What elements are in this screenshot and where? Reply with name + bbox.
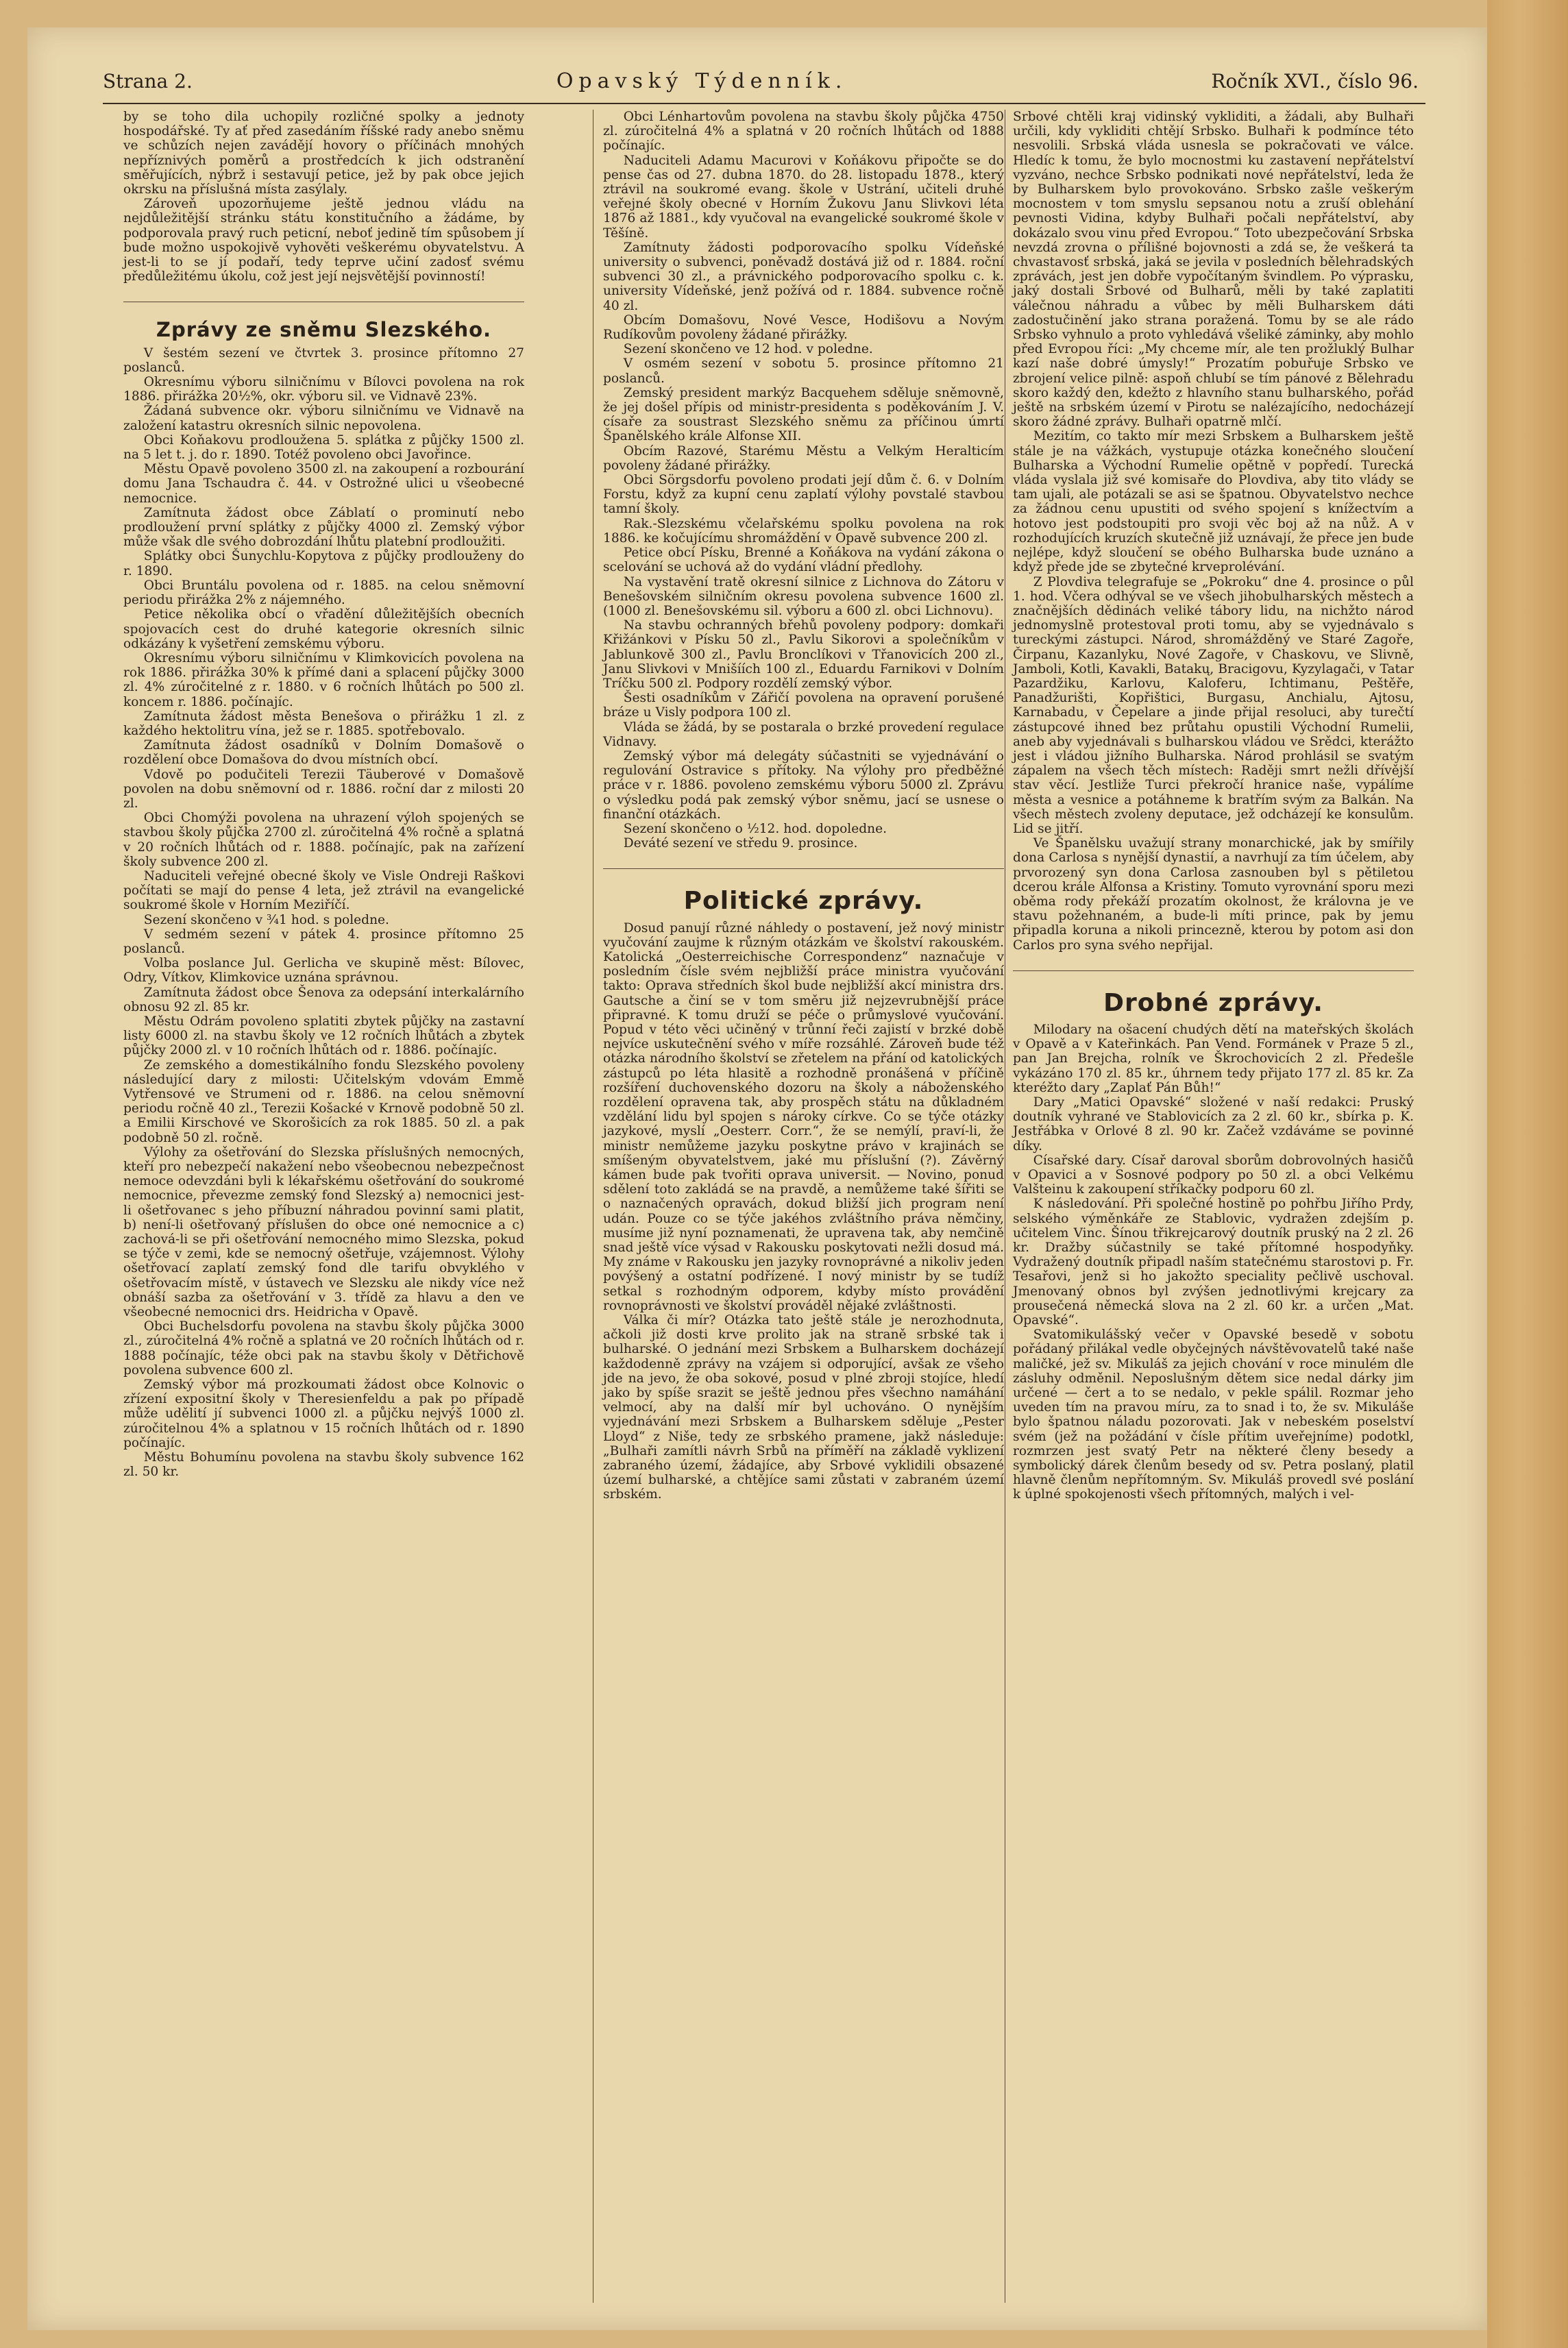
paragraph: Zemský výbor má delegáty súčastniti se vyjednávání o regulování Ostravice s přítoky. Na výlohy pro předběžné práce v r. 1886. povoleno zemskému výboru 5000 zl. Zprávu o výsledku podá pak zemský výbor sněmu, jací se usnese o finanční otázkách.: [603, 748, 1004, 822]
paragraph: Svatomikulášský večer v Opavské besedě v sobotu pořádaný přilákal vedle obyčejných návštěvovatelů také naše maličké, jež sv. Mikuláš za jejich chování v roce minulém dle zásluhy odměnil. Neposlušným dětem sice nedal dárky jim určené — čert a to se nedalo, v pekle spálil. Rozmar jeho uveden tím na pravou míru, za to snad i to, že sv. Mikuláše bylo špatnou náladu pozorovati. Jak v nebeském poselství svém (jež na požádání v čísle přítim uveřejníme) podotkl, rozmrzen jest svatý Petr na některé členy besedy a symbolický dárek členům besedy od sv. Petra poslaný, platil hlavně členům nepřítomným. Sv. Mikuláš provedl své poslání k úplné spokojenosti všech přítomných, malých i vel-: [1013, 1328, 1414, 1502]
paragraph: Obci Bruntálu povolena od r. 1885. na celou sněmovní periodu přirážka 2% z nájemného.: [123, 578, 524, 608]
paragraph: Dary „Matici Opavské“ složené v naší redakci: Pruský doutník vyhrané ve Stablovicích za 2 zl. 60 kr., sbírka p. K. Jestřábka v Orlové 8 zl. 90 kr. Začež vzdáváme se povinné díky.: [1013, 1095, 1414, 1153]
paragraph: Zamítnuta žádost obce Záblatí o prominutí nebo prodloužení první splátky z půjčky 4000 zl. Zemský výbor může však dle svého dobrozdání lhůtu platební prodloužiti.: [123, 505, 524, 550]
header-rule: [103, 103, 1425, 104]
paragraph: Naduciteli veřejné obecné školy ve Visle Ondreji Raškovi počítati se mají do pense 4 leta, jež ztrávil na evangelické soukromé škole v Horním Meziříčí.: [123, 868, 524, 913]
paragraph: Obci Chomýži povolena na uhrazení výloh spojených se stavbou školy půjčka 2700 zl. zúročitelná 4% ročně a splatná v 20 ročních lhůtách od r. 1888. počínajíc, pak na zařízení školy subvence 200 zl.: [123, 811, 524, 869]
page-edge: [1487, 0, 1568, 2348]
page-header: [103, 60, 1419, 101]
section-divider: [123, 286, 524, 302]
silesian-diet-report: [123, 346, 524, 1480]
paragraph: Vdově po podučiteli Terezii Täuberové v Domašově povolen na dobu sněmovní od r. 1886. roční dar z milosti 20 zl.: [123, 767, 524, 811]
paragraph: Obci Sörgsdorfu povoleno prodati její dům č. 6. v Dolním Forstu, když za kupní cenu zaplatí výlohy povstalé stavbou tamní školy.: [603, 473, 1004, 517]
paragraph: Sezení skončeno v ¾1 hod. s poledne.: [143, 912, 389, 927]
paragraph: Okresnímu výboru silničnímu v Klimkovicích povolena na rok 1886. přirážka 30% k přímé dani a splacení půjčky 3000 zl. 4% zúročitelné z r. 1880. v 6 ročních lhůtách po 500 zl. koncem r. 1886. počínajíc.: [123, 650, 524, 709]
paragraph: Obci Koňakovu prodloužena 5. splátka z půjčky 1500 zl. na 5 let t. j. do r. 1890. Totéž povoleno obci Javořince.: [123, 432, 524, 463]
paragraph: Na stavbu ochranných břehů povoleny podpory: domkaři Křižánkovi v Písku 50 zl., Pavlu Sikorovi a společníkům v Jablunkově 300 zl., Pavlu Bronclíkovi v Třanovicích 200 zl., Janu Slivkovi v Mnišíích 100 zl., Eduardu Farnikovi v Dolním Tríčku 500 zl. Podpory rozdělí zemský výbor.: [603, 618, 1004, 691]
section-heading-silesian-diet: Zprávy ze sněmu Slezského.: [156, 318, 492, 342]
paragraph: Volba poslance Jul. Gerlicha ve skupině měst: Bílovec, Odry, Vítkov, Klimkovice uznána správnou.: [123, 956, 524, 986]
paragraph: Zamítnuta žádost obce Šenova za odepsání interkalárního obnosu 92 zl. 85 kr.: [123, 985, 524, 1014]
paragraph: Zemský výbor má prozkoumati žádost obce Kolnovic o zřízení expositní školy v Theresienfeldu a pak po případě může udělití jí subvenci 1000 zl. a půjčku nejvýš 1000 zl. zúročitelnou 4% a splatnou v 15 ročních lhůtách od r. 1890 počínajíc.: [123, 1378, 524, 1450]
paragraph: V sedmém sezení v pátek 4. prosince přítomno 25 poslanců.: [123, 927, 524, 956]
section-heading-politics: Politické zprávy.: [683, 887, 924, 916]
paragraph: Dosud panují různé náhledy o postavení, jež nový ministr vyučování zaujme k různým otázkám ve školství rakouském. Katolická „Oesterreichische Correspondenz“ naznačuje v posledním čísle svém nejbližší práce ministra vyučování takto: Oprava středních škol bude nejbližší akcí ministra drs. Gautsche a činí se v tom směru již nejzevrubnější práce připravné. K tomu druží se péče o průmyslové vyučování. Popud v této věci učiněný v trůnní řeči zajistí v brzké době nejvíce uskutečnění svého v míře rozsáhlé. Zároveň bude též otázka národního školství se zřetelem na přání od katolických zástupců po léta hlasitě a rozhodně pronášená v příčině rozšíření duchovenského dozoru na školy a náboženského rozdělení opravena tak, aby prospěch státu na důkladném vzdělání lidu byl spojen s nároky církve. Co se týče otázky jazykové, myslí „Oesterr. Corr.“, že se nemýlí, praví-li, že ministr nemůžeme jazyku poskytne právo v krajinách se smíšeným obyvatelstvem, jaké mu příslušní (?). Závěrný kámen bude pak tvořiti oprava universit. — Novino, ponud sdělení toto zakládá se na pravdě, a nemůžeme také šířiti se o naznačených opravách, dokud bližší jich program není udán. Pouze co se týče jakéhos zvláštního práva němčiny, musíme již nyní poznamenati, že upravena tak, aby nemčině snad ještě více výsad v Rakousku poskytovati nežli dosud má. My známe v Rakousku jen jazyky rovnoprávné a nikoliv jeden povýšený a ostatní podřízené. I nový ministr by se tudíž setkal s rozhodným odporem, kdyby místo provádění rovnoprávnosti ve školství prováděl nějaké zvláštnosti.: [603, 920, 1004, 1313]
paragraph: Okresnímu výboru silničnímu v Bílovci povolena na rok 1886. přirážka 20½%, okr. výboru sil. ve Vidnavě 23%.: [123, 375, 524, 404]
paragraph: Sezení skončeno ve 12 hod. v poledne.: [623, 342, 873, 357]
paragraph: Městu Odrám povoleno splatiti zbytek půjčky na zastavní listy 6000 zl. na stavbu školy ve 12 ročních lhůtách a zbytek půjčky 2000 zl. v 10 ročních lhůtách od r. 1886. počínajíc.: [123, 1014, 524, 1058]
paragraph: Městu Bohumínu povolena na stavbu školy subvence 162 zl. 50 kr.: [123, 1450, 524, 1480]
paragraph: Výlohy za ošetřování do Slezska příslušných nemocných, kteří pro nebezpečí nakažení nebo všeobecnou nebezpečnost nemoce odevzdáni byli k lékařskému ošetřování do soukromé nemocnice, převezme zemský fond Slezský a) nemocnici jest-li ošetřovanec s jeho příbuzní náhradou povinní sami platit, b) není-li ošetřovaný příslušen do obce oné nemocnice a c) zachová-li se při ošetřování nemocného mimo Slezska, pokud se týče v zemi, kde se nemocný ošetřuje, vzájemnost. Výlohy ošetřovací zaplatí zemský fond dle tarifu obvyklého v ošetřovacím místě, v ústavech ve Slezsku ale nikdy více než obnáší sazba za ošetřování v 3. třídě za hlavu a den ve všeobecné nemocnici drs. Heidricha v Opavě.: [123, 1145, 524, 1320]
paragraph: by se toho dila uchopily rozličné spolky a jednoty hospodářské. Ty ať před zasedáním říšské rady anebo sněmu ve schůzích nejen zavádějí hovory o příčinách mnohých nepříznivých poměrů a prostředcích k jich odstranění směřujících, nýbrž i sestavují petice, jež by pak obce jejich okrsku na příslušná místa zasýlaly.: [123, 110, 524, 197]
paragraph: Srbové chtěli kraj vidinský vykliditi, a žádali, aby Bulhaři určili, kdy vykliditi chtějí Srbsko. Bulhaři k podmínce této nesvolili. Srbská vláda usnesla se pokračovati ve válce. Hledíc k tomu, že bylo mocnostmi ku zastavení nepřátelství vyzváno, nechce Srbsko podnikati nové nepřátelství, leda že by Bulharskem bylo provokováno. Srbsko zašle veškerým mocnostem v tom smyslu sepsanou notu a zruší oblehání pevnosti Vidina, kdyby Bulhaři počali nepřátelství, aby dokázalo svou vinu před Evropou.“ Toto ubezpečování Srbska nevzdá zrovna o přílišné bojovnosti a zdá se, že veškerá ta chvastavosť srbská, jaká se jevila v posledních bělehradských zprávách, jest jen dobře vypočítaným švindlem. Po výprasku, jaký dostali Srbové od Bulharů, měli by také zaplatiti válečnou náhradu a vůbec by měli Bulharskem dáti zadostučinění jako strana poražená. Tomu by se ale rádo Srbsko vyhnulo a proto vyhledává všeliké záminky, aby mohlo před Evropou říci: „My chceme mír, ale ten prožluklý Bulhar kazí naše dobré úmysly!“ Prozatím pobuřuje Srbsko ve zbrojení velice pilně: aspoň chlubí se tím pánové z Bělehradu skoro každý den, kdežto z hlavního stanu bulharského, pořád ještě na srbském území v Pirotu se nalézajícího, nedocházejí skoro žádné zprávy. Bulhaři opatrně mlčí.: [1013, 110, 1414, 430]
paragraph: Obci Buchelsdorfu povolena na stavbu školy půjčka 3000 zl., zúročitelná 4% ročně a splatná ve 20 ročních lhůtách od r. 1888 počínajíc, téže obci pak na stavbu školy v Dětřichově povolena subvence 600 zl.: [123, 1319, 524, 1378]
paragraph: Obcím Domašovu, Nové Vesce, Hodišovu a Novým Rudíkovům povoleny žádané přirážky.: [603, 313, 1004, 343]
page-number: Strana 2.: [103, 69, 193, 93]
political-news: [603, 921, 1004, 1502]
paragraph: V šestém sezení ve čtvrtek 3. prosince přítomno 27 poslanců.: [123, 345, 524, 375]
issue-info: Ročník XVI., číslo 96.: [1211, 69, 1419, 93]
paragraph: Válka či mír? Otázka tato ještě stále je nerozhodnuta, ačkoli již dosti krve prolito jak na straně srbské tak i bulharské. O jednání mezi Srbskem a Bulharskem docházejí každodenně zprávy na vzájem si odporující, avšak ze všeho jde na jevo, že oba sokové, posud v plné zbroji stojíce, hledí jako by spíše srazit se ještě jednou přes všechno namáhání velmocí, aby na další mír byl uchováno. O nynějším vyjednávání mezi Srbskem a Bulharskem sděluje „Pester Lloyd“ z Niše, tedy ze srbského pramene, jakž následuje: „Bulhaři zamítli návrh Srbů na příměří na základě vyklizení zabraného území, žádajíce, aby Srbové vyklidili obsazené území bulharské, a chtějíce sami zůstati v zabraném území srbském.: [603, 1313, 1004, 1502]
paragraph: Zamítnuta žádost osadníků v Dolním Domašově o rozdělení obce Domašova do dvou místních obcí.: [123, 738, 524, 768]
paragraph: Zamítnuta žádost města Benešova o přirážku 1 zl. z každého hektolitru vína, jež se r. 1885. spotřebovalo.: [123, 709, 524, 738]
paragraph: Zároveň upozorňujeme ještě jednou vládu na nejdůležitější stránku státu konstitučního a žádáme, by podporovala pravý ruch peticní, neboť jedině tím spůsobem jí bude možno uspokojivě vyhověti veškerému obyvatelstvu. A jest-li to se jí podaří, tedy teprve učiní zadosť svému předůležitému úkolu, což jest její nejsvětější povinností!: [123, 197, 524, 284]
small-news: [1013, 1023, 1414, 1502]
paragraph: Ze zemského a domestikálního fondu Slezského povoleny následující dary z milosti: Učitelským vdovám Emmě Vytřensové ve Strumeni od r. 1886. na celou sněmovní periodu ročně 40 zl., Terezii Košacké v Krnově podobně 50 zl. a Emilii Kirschové ve Skorošicích za rok 1885. 50 zl. a pak podobně 50 zl. ročně.: [123, 1057, 524, 1145]
paragraph: Rak.-Slezskému včelařskému spolku povolena na rok 1886. ke kočujícímu shromáždění v Opavě subvence 200 zl.: [603, 516, 1004, 546]
paragraph: Splátky obci Šunychlu-Kopytova z půjčky prodlouženy do r. 1890.: [123, 549, 524, 578]
paragraph: Obci Lénhartovům povolena na stavbu školy půjčka 4750 zl. zúročitelná 4% a splatná v 20 ročních lhůtách od 1888 počínajíc.: [603, 110, 1004, 154]
silesian-diet-report-continued: [603, 110, 1004, 851]
paragraph: Sezení skončeno o ½12. hod. dopoledne.: [623, 821, 887, 836]
paragraph: V osmém sezení v sobotu 5. prosince přítomno 21 poslanců.: [603, 356, 1004, 386]
intro-text: [123, 110, 524, 284]
column-2: [603, 110, 1004, 1502]
paragraph: Městu Opavě povoleno 3500 zl. na zakoupení a rozbourání domu Jana Tschaudra č. 44. v Ostrožné ulici u všeobecné nemocnice.: [123, 462, 524, 506]
paragraph: Petice několika obcí o vřadění důležitějších obecních spojovacích cest do druhé kategorie okresních silnic odkázány k vyšetření zemskému výboru.: [123, 607, 524, 651]
paragraph: Na vystavění tratě okresní silnice z Lichnova do Zátoru v Benešovském silničním okresu povolena subvence 1600 zl. (1000 zl. Benešovskému sil. výboru a 600 zl. obci Lichnovu).: [603, 574, 1004, 618]
paragraph: K následování. Při společné hostině po pohřbu Jiřího Prdy, selského výměnkáře ze Stablovic, vydražen zdejším p. učitelem Vinc. Šínou třikrejcarový doutník pruský na 2 zl. 26 kr. Dražby súčastnily se také přítomné hospodyňky. Vydražený doutník připadl naším statečnému starostovi p. Fr. Tesařovi, jenž si ho jakožto speciality pečlivě uschoval. Jmenovaný obnos byl zvýšen jednotlivými krejcary za prousečená německá slova na 2 zl. 60 kr. a určen „Mat. Opavské“.: [1013, 1197, 1414, 1328]
paragraph: Zamítnuty žádosti podporovacího spolku Vídeňské university o subvenci, poněvadž dostává již od r. 1884. roční subvenci 30 zl., a právnického podporovacího spolku c. k. university Vídeňské, jenž požívá od r. 1884. subvence ročně 40 zl.: [603, 240, 1004, 313]
paragraph: Ve Španělsku uvažují strany monarchické, jak by smířily dona Carlosa s nynější dynastií, a navrhují za tím účelem, aby prvorozený syn dona Carlosa zasnouben byl s pětiletou dcerou krále Alfonsa a Kristiny. Tomuto vyrovnání sporu mezi oběma rody překáží prozatím okolnost, že královna je ve stavu požehnaném, a bude-li míti prince, pak by jemu připadla koruna a nikoli princezně, kterou by potom asi don Carlos pro syna svého nepřijal.: [1013, 836, 1414, 953]
paragraph: Z Plovdiva telegrafuje se „Pokroku“ dne 4. prosince o půl 1. hod. Včera odhýval se ve všech jihobulharských městech a značnějších dědinách veliké tábory lidu, na nichžto národ jednomyslně protestoval proti tomu, aby se vyjednávalo s tureckými zástupci. Národ, shromážděný ve Staré Zagoře, Čirpanu, Kazanlyku, Nové Zagoře, v Chaskovu, ve Slivně, Jamboli, Kotli, Kavakli, Batakų, Bracigovu, Kyzylagači, v Tatar Pazardžiku, Karlovu, Kaloferu, Ichtimanu, Peštěře, Panadžurišti, Kopřištici, Burgasu, Anchialu, Ajtosu, Karnabadu, v Čepelare a jinde přijal resoluci, aby turečtí zástupcové ihned bez průtahu opustili Východní Rumelii, aneb aby vyjednávali s bulharskou vládou ve Srědci, kterážto jest i vládou jižního Bulharska. Národ prohlásil se svatým zápalem na všech těch místech: Raději smrt nežli dřívější stav věcí. Jestliže Turci překročí hranice naše, vypálíme města a vesnice a potáhneme k bratřím svým za Balkán. Na všech městech zvoleny deputace, jež odcházejí ke konsulům. Lid se jitří.: [1013, 574, 1414, 836]
column-1: [123, 110, 524, 1479]
paragraph: Milodary na ošacení chudých dětí na mateřských školách v Opavě a v Kateřinkách. Pan Vend. Formánek v Praze 5 zl., pan Jan Brejcha, rolník ve Škrochovicích 2 zl. Předešle vykázáno 170 zl. 85 kr., úhrnem tedy přijato 177 zl. 85 kr. Za kteréžto dary „Zaplať Pán Bůh!“: [1013, 1022, 1414, 1095]
newspaper-title: Opavský Týdenník.: [556, 69, 848, 93]
paragraph: Naduciteli Adamu Macurovi v Koňákovu připočte se do pense čas od 27. dubna 1870. do 28. listopadu 1878., který ztrávil na soukromé evang. škole v Ustrání, učiteli druhé veřejné školy obecné v Horním Žukovu Janu Slivkovi léta 1876 až 1881., kdy vyučoval na evangelické soukromé škole v Těšíně.: [603, 153, 1004, 241]
paragraph: Obcím Razové, Starému Městu a Velkým Heralticím povoleny žádané přirážky.: [603, 443, 1004, 473]
section-divider: [1013, 955, 1414, 971]
section-divider: [603, 853, 1004, 869]
column-3: [1013, 110, 1414, 1502]
paragraph: Vláda se žádá, by se postarala o brzké provedení regulace Vidnavy.: [603, 720, 1004, 749]
paragraph: Šesti osadníkům v Zářičí povolena na opravení porušené bráze u Visly podpora 100 zl.: [603, 691, 1004, 720]
paragraph: Císařské dary. Císař daroval sborům dobrovolných hasičů v Opavici a v Sosnové podpory po 50 zl. a obci Velkému Valšteinu k zakoupení stříkačky podporu 60 zl.: [1013, 1153, 1414, 1197]
section-heading-small-news: Drobné zprávy.: [1103, 988, 1323, 1017]
paragraph: Žádaná subvence okr. výboru silničnímu ve Vidnavě na založení katastru okresních silnic nepovolena.: [123, 404, 524, 433]
paragraph: Zemský president markýz Bacquehem sděluje sněmovně, že jej došel přípis od ministr-presidenta s poděkováním J. V. císaře za soustrast Slezského sněmu za příčinou úmrtí Španělského krále Alfonse XII.: [603, 385, 1004, 444]
paragraph: Deváté sezení ve středu 9. prosince.: [623, 836, 858, 851]
paragraph: Petice obcí Písku, Brenné a Koňákova na vydání zákona o scelování se uchová až do vydání vládní předlohy.: [603, 546, 1004, 575]
paragraph: Mezitím, co takto mír mezi Srbskem a Bulharskem ještě stále je na vážkách, vystupuje otázka konečného sloučení Bulharska a Východní Rumelie opětně v popředí. Turecká vláda vyslala již své komisaře do Plovdiva, aby tito vlády se tam ujali, ale potázali se asi se špatnou. Obyvatelstvo nechce za žádnou cenu upustiti od svého spojení s knížectvím a hotovo jest podstoupiti pro svoji věc boj až na nůž. A v rozhodujících kruzích skutečně již uznávají, že přece jen bude nejlépe, když sloučení se obého Bulharska bude uznáno a když přede jde se zbytečné krveprolévání.: [1013, 429, 1414, 575]
political-news-continued: [1013, 110, 1414, 953]
